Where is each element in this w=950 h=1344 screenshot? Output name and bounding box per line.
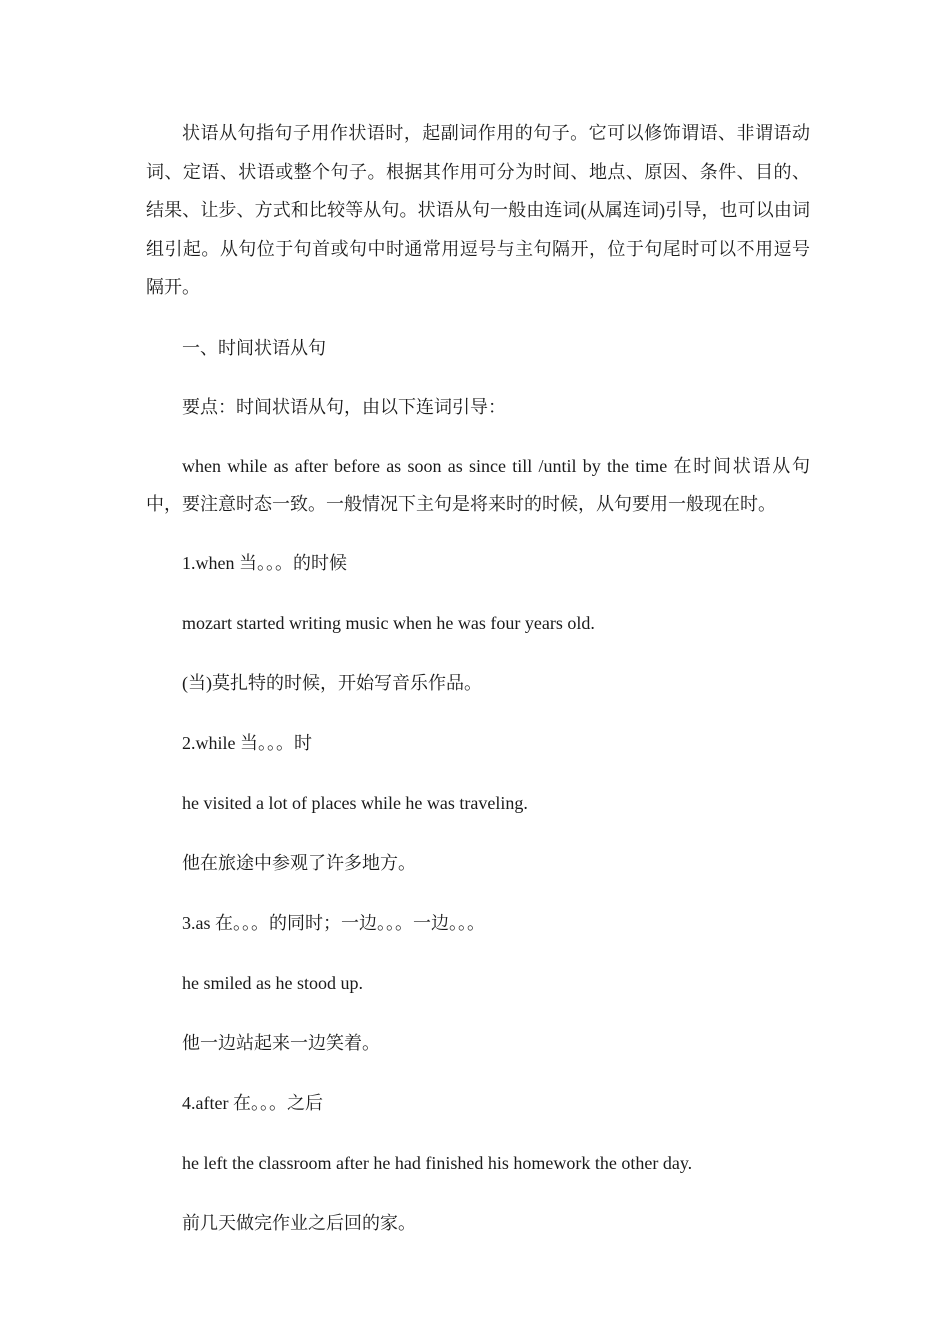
example-sentence: he visited a lot of places while he was traveling. (182, 792, 528, 813)
example-sentence: he left the classroom after he had finished his homework the other day. (182, 1152, 693, 1173)
example-sentence: he smiled as he stood up. (182, 972, 363, 993)
item-heading: 2.while 当。。。时 (182, 732, 312, 753)
example-translation: 他在旅途中参观了许多地方。 (182, 852, 416, 873)
item-heading: 4.after 在。。。之后 (182, 1092, 323, 1113)
conjunctions-note: when while as after before as soon as since till /until by the time 在时间状语从句中，要注意时态一致。一般情况下主句是将来时的时候，从句要用一般现在时。 (146, 455, 810, 514)
example-translation: 他一边站起来一边笑着。 (182, 1032, 380, 1053)
intro-paragraph: 状语从句指句子用作状语时，起副词作用的句子。它可以修饰谓语、非谓语动词、定语、状语或整个句子。根据其作用可分为时间、地点、原因、条件、目的、结果、让步、方式和比较等从句。状语从句一般由连词(从属连词)引导，也可以由词组引起。从句位于句首或句中时通常用逗号与主句隔开，位于句尾时可以不用逗号隔开。 (146, 123, 810, 297)
example-sentence: mozart started writing music when he was four years old. (182, 612, 595, 633)
item-heading: 3.as 在。。。的同时；一边。。。一边。。。 (182, 912, 485, 933)
document-body (146, 114, 810, 1242)
key-point: 要点：时间状语从句，由以下连词引导： (182, 396, 506, 417)
section-heading: 一、时间状语从句 (182, 337, 326, 358)
example-translation: (当)莫扎特的时候，开始写音乐作品。 (182, 672, 482, 693)
item-heading: 1.when 当。。。的时候 (182, 552, 347, 573)
example-translation: 前几天做完作业之后回的家。 (182, 1212, 416, 1233)
